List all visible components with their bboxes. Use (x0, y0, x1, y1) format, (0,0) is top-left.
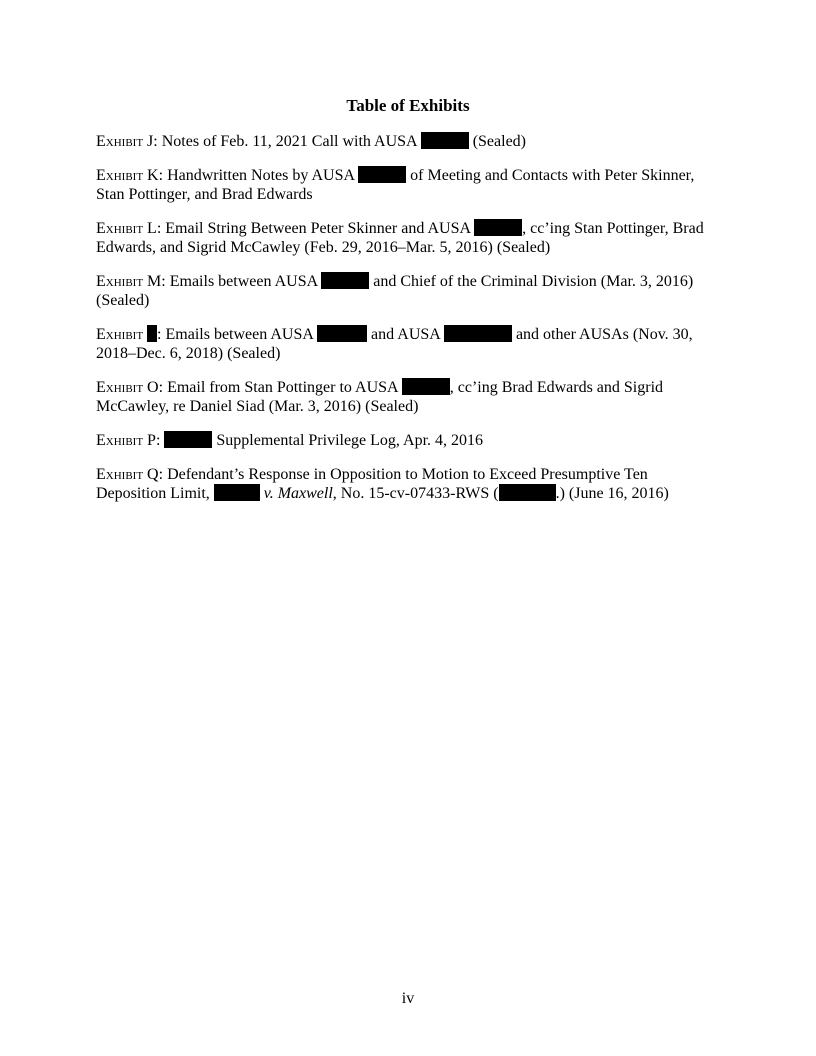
exhibit-word: Exhibit (96, 133, 144, 150)
exhibit-letter: Q (147, 466, 159, 483)
exhibit-word: Exhibit (96, 326, 144, 343)
redaction-block (358, 166, 406, 183)
redaction-block (421, 132, 469, 149)
redaction-block (474, 219, 522, 236)
exhibit-entry-k: Exhibit K: Handwritten Notes by AUSA of Meeting and Contacts with Peter Skinner, Stan Pottinger, and Brad Edwards (96, 167, 695, 203)
exhibit-text: Handwritten Notes by AUSA (167, 167, 359, 184)
exhibit-word: Exhibit (96, 273, 144, 290)
exhibit-entry-p: Exhibit P: Supplemental Privilege Log, Apr. 4, 2016 (96, 432, 484, 449)
redaction-block (214, 484, 260, 501)
redaction-block (317, 325, 367, 342)
exhibit-text: Email String Between Peter Skinner and AUSA (165, 220, 475, 237)
redaction-block (444, 325, 512, 342)
redaction-block (321, 272, 369, 289)
exhibit-letter: J (147, 133, 154, 150)
exhibit-entry-o: Exhibit O: Email from Stan Pottinger to AUSA , cc’ing Brad Edwards and Sigrid McCawley, re Daniel Siad (Mar. 3, 2016) (Sealed) (96, 379, 664, 415)
exhibit-text: and other AUSAs (Nov. 30, 2018–Dec. 6, 2018) (Sealed) (96, 326, 693, 362)
redaction-block (402, 378, 450, 395)
page-title: Table of Exhibits (346, 96, 470, 115)
exhibit-text: , No. 15-cv-07433-RWS ( (332, 485, 499, 502)
redacted-exhibit-letter (147, 325, 157, 342)
exhibit-entry-n: Exhibit : Emails between AUSA and AUSA and other AUSAs (Nov. 30, 2018–Dec. 6, 2018) (Sealed) (96, 326, 693, 362)
exhibit-word: Exhibit (96, 220, 144, 237)
exhibit-entry-j: Exhibit J: Notes of Feb. 11, 2021 Call with AUSA (Sealed) (96, 133, 527, 150)
case-name-italic: v. Maxwell (263, 485, 333, 502)
exhibit-text: Email from Stan Pottinger to AUSA (167, 379, 402, 396)
exhibit-text: .) (June 16, 2016) (555, 485, 669, 502)
exhibit-letter: O (147, 379, 159, 396)
redaction-block (164, 431, 212, 448)
exhibit-letter: K (147, 167, 159, 184)
exhibit-text: Notes of Feb. 11, 2021 Call with AUSA (161, 133, 421, 150)
exhibit-text: Defendant’s Response in Opposition to Motion to Exceed Presumptive Ten Deposition Limit, (96, 466, 648, 502)
exhibit-list (96, 132, 720, 518)
exhibit-text: , cc’ing Stan Pottinger, Brad Edwards, and Sigrid McCawley (Feb. 29, 2016–Mar. 5, 2016) (Sealed) (96, 220, 704, 256)
exhibit-entry-l: Exhibit L: Email String Between Peter Skinner and AUSA , cc’ing Stan Pottinger, Brad Edwards, and Sigrid McCawley (Feb. 29, 2016–Mar. 5, 2016) (Sealed) (96, 220, 704, 256)
exhibit-text: and AUSA (367, 326, 444, 343)
exhibit-letter: M (147, 273, 162, 290)
page-number: iv (401, 990, 415, 1007)
exhibit-entry-q: Exhibit Q: Defendant’s Response in Opposition to Motion to Exceed Presumptive Ten Deposition Limit, v. Maxwell, No. 15-cv-07433-RWS ( .) (June 16, 2016) (96, 466, 669, 502)
exhibit-text: of Meeting and Contacts with Peter Skinner, Stan Pottinger, and Brad Edwards (96, 167, 695, 203)
exhibit-text: Supplemental Privilege Log, Apr. 4, 2016 (212, 432, 484, 449)
exhibit-word: Exhibit (96, 432, 144, 449)
exhibit-letter: L (147, 220, 157, 237)
exhibit-text: and Chief of the Criminal Division (Mar. 3, 2016) (Sealed) (96, 273, 694, 309)
exhibit-text: Emails between AUSA (169, 273, 322, 290)
exhibit-text: (Sealed) (468, 133, 527, 150)
exhibit-text: Emails between AUSA (165, 326, 318, 343)
exhibit-word: Exhibit (96, 466, 144, 483)
exhibit-entry-m: Exhibit M: Emails between AUSA and Chief of the Criminal Division (Mar. 3, 2016) (Sealed) (96, 273, 694, 309)
exhibit-word: Exhibit (96, 167, 144, 184)
redaction-block (499, 484, 556, 501)
exhibit-text: , cc’ing Brad Edwards and Sigrid McCawley, re Daniel Siad (Mar. 3, 2016) (Sealed) (96, 379, 664, 415)
exhibit-letter: P (147, 432, 156, 449)
exhibit-word: Exhibit (96, 379, 144, 396)
